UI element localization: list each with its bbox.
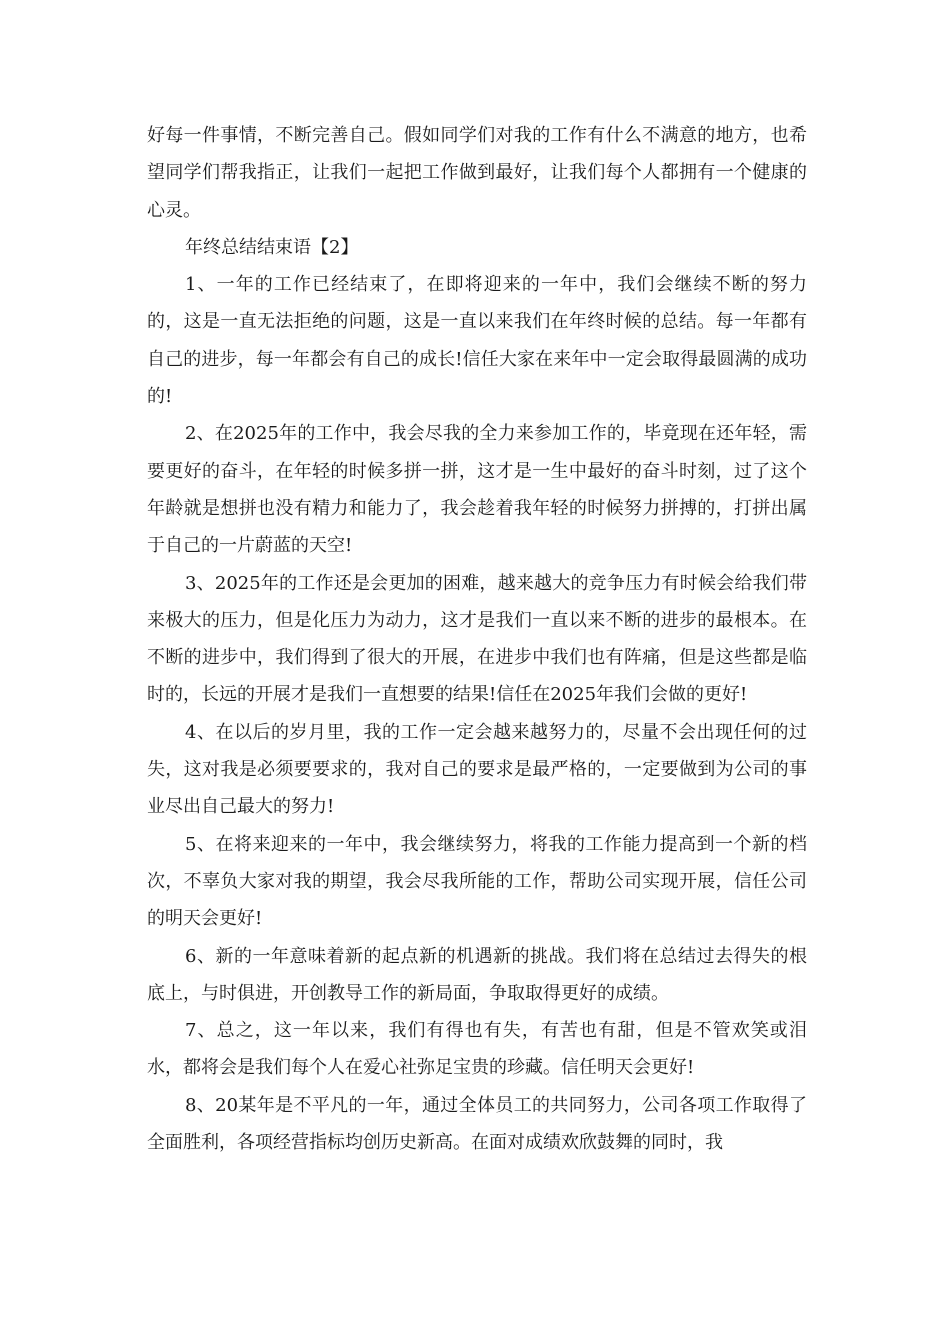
list-item-4: 4、在以后的岁月里，我的工作一定会越来越努力的，尽量不会出现任何的过失，这对我是必须要要求的，我对自己的要求是最严格的，一定要做到为公司的事业尽出自己最大的努力! bbox=[147, 721, 807, 818]
document-body bbox=[147, 117, 807, 1161]
list-item-8: 8、20某年是不平凡的一年，通过全体员工的共同努力，公司各项工作取得了全面胜利，各项经营指标均创历史新高。在面对成绩欢欣鼓舞的同时，我 bbox=[147, 1094, 807, 1154]
section-heading: 年终总结结束语【2】 bbox=[185, 236, 359, 258]
continuation-paragraph: 好每一件事情，不断完善自己。假如同学们对我的工作有什么不满意的地方，也希望同学们帮我指正，让我们一起把工作做到最好，让我们每个人都拥有一个健康的心灵。 bbox=[147, 125, 807, 221]
list-item-3: 3、2025年的工作还是会更加的困难，越来越大的竞争压力有时候会给我们带来极大的压力，但是化压力为动力，这才是我们一直以来不断的进步的最根本。在不断的进步中，我们得到了很大的开展，在进步中我们也有阵痛，但是这些都是临时的，长远的开展才是我们一直想要的结果!信任在2025年我们会做的更好! bbox=[147, 572, 807, 706]
list-item-6: 6、新的一年意味着新的起点新的机遇新的挑战。我们将在总结过去得失的根底上，与时俱进，开创教导工作的新局面，争取取得更好的成绩。 bbox=[147, 945, 807, 1004]
list-item-7: 7、总之，这一年以来，我们有得也有失，有苦也有甜，但是不管欢笑或泪水，都将会是我们每个人在爱心社弥足宝贵的珍藏。信任明天会更好! bbox=[147, 1020, 807, 1079]
list-item-5: 5、在将来迎来的一年中，我会继续努力，将我的工作能力提高到一个新的档次，不辜负大家对我的期望，我会尽我所能的工作，帮助公司实现开展，信任公司的明天会更好! bbox=[147, 833, 807, 930]
list-item-2: 2、在2025年的工作中，我会尽我的全力来参加工作的，毕竟现在还年轻，需要更好的奋斗，在年轻的时候多拼一拼，这才是一生中最好的奋斗时刻，过了这个年龄就是想拼也没有精力和能力了，我会趁着我年轻的时候努力拼搏的，打拼出属于自己的一片蔚蓝的天空! bbox=[147, 423, 807, 557]
list-item-1: 1、一年的工作已经结束了，在即将迎来的一年中，我们会继续不断的努力的，这是一直无法拒绝的问题，这是一直以来我们在年终时候的总结。每一年都有自己的进步，每一年都会有自己的成长!信任大家在来年中一定会取得最圆满的成功的! bbox=[147, 274, 807, 408]
